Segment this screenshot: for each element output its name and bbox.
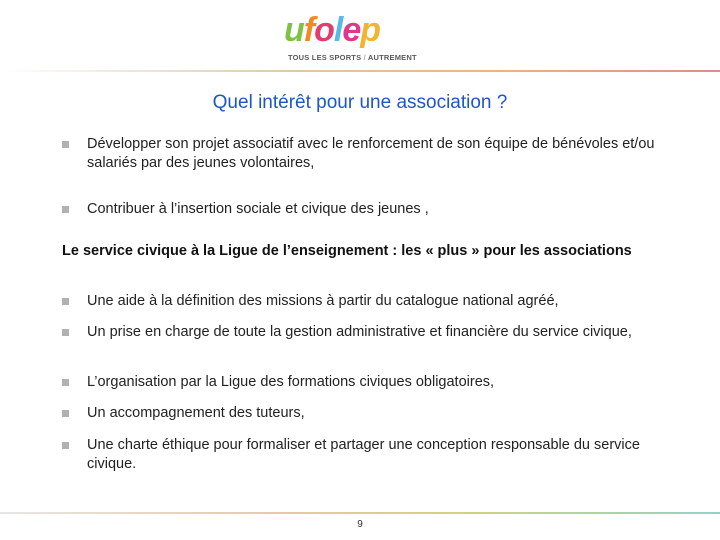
logo-letter: f bbox=[303, 11, 315, 49]
section-heading: Le service civique à la Ligue de l’enseignement : les « plus » pour les associations bbox=[62, 243, 632, 259]
bullet-square-icon bbox=[62, 379, 69, 386]
bullet-square-icon bbox=[62, 141, 69, 148]
bullet-square-icon bbox=[62, 329, 69, 336]
list-item-text: Un prise en charge de toute la gestion administrative et financière du service civique, bbox=[87, 324, 632, 340]
logo-letter: o bbox=[314, 11, 334, 49]
logo-wordmark bbox=[284, 10, 380, 50]
list-item bbox=[62, 404, 662, 423]
logo-letter: l bbox=[333, 11, 343, 49]
logo-letter: u bbox=[284, 11, 304, 49]
logo-tagline: TOUS LES SPORTS / AUTREMENT bbox=[288, 53, 417, 62]
list-item bbox=[62, 135, 662, 173]
logo-letter: p bbox=[360, 11, 381, 49]
list-item bbox=[62, 323, 662, 342]
list-item-text: Contribuer à l’insertion sociale et civique des jeunes , bbox=[87, 201, 429, 217]
bottom-divider bbox=[0, 512, 720, 514]
page-number: 9 bbox=[357, 519, 363, 530]
list-item-text: Développer son projet associatif avec le renforcement de son équipe de bénévoles et/ou salariés par des jeunes volontaires, bbox=[87, 136, 655, 171]
bullet-square-icon bbox=[62, 206, 69, 213]
logo-letter: e bbox=[342, 11, 361, 49]
list-item bbox=[62, 436, 662, 474]
list-item bbox=[62, 292, 662, 311]
bullet-square-icon bbox=[62, 410, 69, 417]
logo-tagline-right: AUTREMENT bbox=[367, 53, 417, 62]
ufolep-logo bbox=[272, 10, 442, 60]
slide-title: Quel intérêt pour une association ? bbox=[212, 92, 508, 113]
bullet-square-icon bbox=[62, 298, 69, 305]
list-item bbox=[62, 373, 662, 392]
list-item-text: Une charte éthique pour formaliser et partager une conception responsable du service civique. bbox=[87, 437, 640, 472]
top-divider bbox=[0, 70, 720, 72]
bullet-square-icon bbox=[62, 442, 69, 449]
list-item-text: L’organisation par la Ligue des formations civiques obligatoires, bbox=[87, 374, 495, 390]
list-item-text: Un accompagnement des tuteurs, bbox=[87, 405, 305, 421]
list-item-text: Une aide à la définition des missions à partir du catalogue national agréé, bbox=[87, 293, 559, 309]
list-item bbox=[62, 200, 662, 219]
logo-tagline-left: TOUS LES SPORTS bbox=[288, 53, 362, 62]
